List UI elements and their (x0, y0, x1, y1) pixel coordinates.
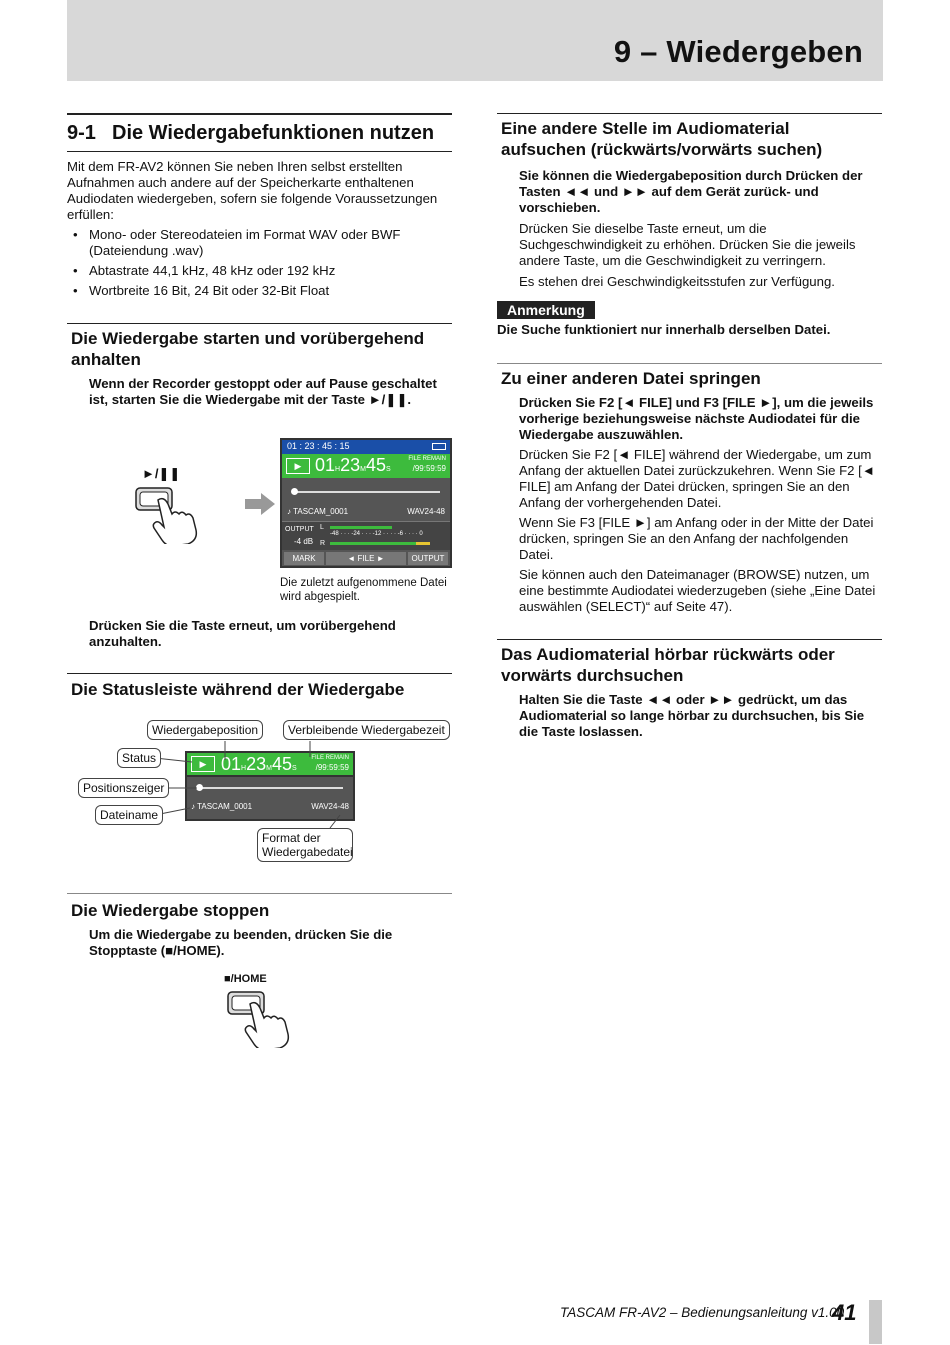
meter-l-label: L (320, 524, 324, 531)
stop-button-hand-icon (222, 988, 307, 1048)
section-title: Die Wiedergabefunktionen nutzen (112, 122, 435, 144)
section-number: 9-1 (67, 122, 96, 144)
stop-button-label: ■/HOME (224, 973, 267, 985)
screen-format: WAV24-48 (407, 507, 445, 516)
note-label: Anmerkung (497, 301, 595, 319)
position-minutes: 23 (340, 455, 361, 475)
footer-text: TASCAM FR-AV2 – Bedienungsanleitung v1.00 (560, 1305, 845, 1320)
jump-text-1: Drücken Sie F2 [◄ FILE] während der Wiedergabe, um zum Anfang der aktuellen Datei zurückzukehren. Wenn Sie F2 [◄ FILE] am Anfang der Datei drücken, springen Sie an den Anfang der vorhergehenden Datei. (519, 447, 875, 510)
position-minutes: 23 (246, 754, 267, 774)
hours-unit: H (335, 466, 341, 473)
minutes-unit: M (360, 466, 366, 473)
start-text: Wenn der Recorder gestoppt oder auf Pause geschaltet ist, starten Sie die Wiedergabe mit der Taste ►/❚❚. (89, 376, 437, 407)
stop-heading: Die Wiedergabe stoppen (71, 901, 270, 920)
output-db: -4 dB (294, 537, 314, 546)
scrub-heading: Das Audiomaterial hörbar rückwärts oder vorwärts durchsuchen (501, 645, 835, 685)
callout-pointer: Positionszeiger (78, 778, 169, 798)
search-bold-text: Sie können die Wiedergabeposition durch Drücken der Tasten ◄◄ und ►► auf dem Gerät zurück- und vorschieben. (519, 168, 863, 215)
minutes-unit: M (266, 765, 272, 772)
play-status-icon: ▶ (286, 458, 310, 474)
status-heading: Die Statusleiste während der Wiedergabe (71, 680, 405, 699)
jump-text-3: Sie können auch den Dateimanager (BROWSE) nutzen, um eine bestimmte Audiodatei wiederzugeben (siehe „Eine Datei auswählen (SELECT)“ auf Seite 47). (519, 567, 876, 614)
list-item: • Wortbreite 16 Bit, 24 Bit oder 32-Bit Float (67, 283, 452, 299)
remain-time: /99:59:59 (315, 763, 349, 772)
scrub-text: Halten Sie die Taste ◄◄ oder ►► gedrückt, um das Audiomaterial so lange hörbar zu durchsuchen, bis Sie die Taste loslassen. (519, 692, 865, 739)
divider (67, 893, 452, 894)
remain-label: FILE REMAIN (311, 755, 349, 761)
remain-time: /99:59:59 (412, 464, 446, 473)
seconds-unit: S (292, 765, 297, 772)
screen-filename: ♪ TASCAM_0001 (287, 507, 349, 516)
status-format: WAV24-48 (311, 802, 349, 811)
file-keys[interactable]: ◄ FILE ► (326, 552, 406, 565)
list-item: • Abtastrate 44,1 kHz, 48 kHz oder 192 kHz (67, 263, 452, 279)
list-item: • Mono- oder Stereodateien im Format WAV oder BWF (Dateiendung .wav) (67, 227, 452, 259)
screen-caption: Die zuletzt aufgenommene Datei wird abgespielt. (280, 577, 447, 603)
hours-unit: H (241, 765, 247, 772)
start-heading: Die Wiedergabe starten und vorübergehend anhalten (71, 329, 425, 369)
seconds-unit: S (386, 466, 391, 473)
jump-bold-text: Drücken Sie F2 [◄ FILE] und F3 [FILE ►], um die jeweils vorherige beziehungsweise nächste Audiodatei für die Wiedergabe auszuwählen. (519, 395, 874, 442)
jump-text-2: Wenn Sie F3 [FILE ►] am Anfang oder in der Mitte der Datei drücken, springen Sie an den Anfang der nachfolgenden Datei. (519, 515, 874, 562)
status-filename: ♪ TASCAM_0001 (191, 802, 253, 811)
position-hours: 01 (221, 754, 242, 774)
play-status-icon: ▶ (191, 756, 215, 772)
remain-label: FILE REMAIN (408, 456, 446, 462)
callout-position: Wiedergabeposition (147, 720, 263, 740)
callout-status: Status (117, 748, 161, 768)
page-number: 41 (832, 1300, 857, 1325)
callout-filename: Dateiname (95, 805, 163, 825)
position-seconds: 45 (271, 754, 292, 774)
screen-time: 01 : 23 : 45 : 15 (287, 441, 350, 451)
position-seconds: 45 (365, 455, 386, 475)
position-hours: 01 (315, 455, 336, 475)
chapter-title: 9 – Wiedergeben (613, 34, 863, 69)
note-text: Die Suche funktioniert nur innerhalb derselben Datei. (497, 322, 831, 337)
search-text-1: Drücken Sie dieselbe Taste erneut, um die Suchgeschwindigkeit zu erhöhen. Drücken Sie die jeweils andere Taste, um die Geschwindigkeit zu verringern. (519, 221, 856, 268)
meter-r-label: R (320, 540, 326, 547)
search-text-2: Es stehen drei Geschwindigkeitsstufen zur Verfügung. (519, 274, 835, 289)
stop-text: Um die Wiedergabe zu beenden, drücken Sie die Stopptaste (■/HOME). (89, 927, 393, 958)
output-label: OUTPUT (285, 526, 314, 533)
note-box (497, 301, 882, 338)
start-text-2: Drücken Sie die Taste erneut, um vorübergehend anzuhalten. (89, 618, 396, 649)
intro-text: Mit dem FR-AV2 können Sie neben Ihren selbst erstellten Aufnahmen auch andere auf der Speicherkarte enthaltenen Audiodaten wiedergeben, sofern sie folgende Voraussetzungen erfüllen: (67, 159, 438, 222)
callout-format: Format der Wiedergabedatei (257, 828, 353, 862)
callout-remain: Verbleibende Wiedergabezeit (283, 720, 450, 740)
output-key[interactable]: OUTPUT (408, 552, 448, 565)
mark-key[interactable]: MARK (284, 552, 324, 565)
search-heading: Eine andere Stelle im Audiomaterial aufsuchen (rückwärts/vorwärts suchen) (501, 119, 823, 159)
play-pause-label: ►/❚❚ (142, 466, 181, 481)
jump-heading: Zu einer anderen Datei springen (501, 369, 761, 388)
right-column (497, 113, 882, 740)
meter-scale: -48 · · · -24 · · · -12 · · · · -6 · · · · 0 (330, 531, 423, 537)
page-tab (869, 1300, 882, 1344)
